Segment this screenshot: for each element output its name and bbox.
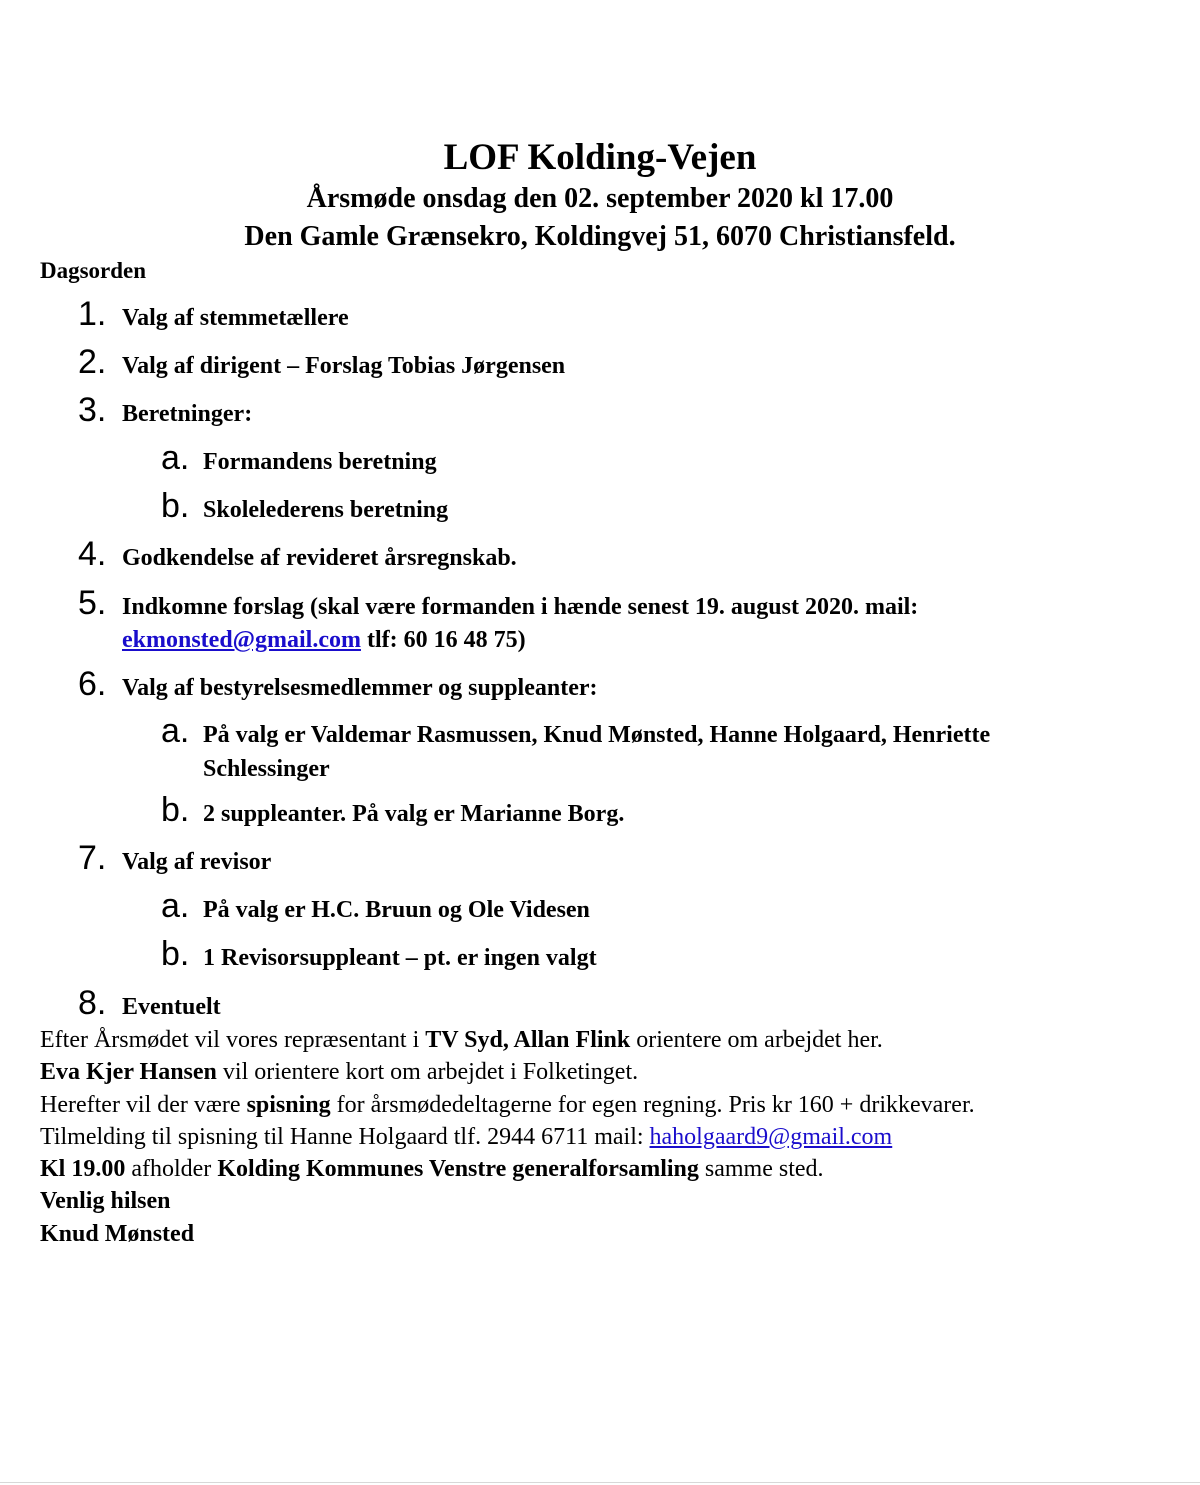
agenda-subitem-text: 1 Revisorsuppleant – pt. er ingen valgt	[203, 945, 597, 971]
note-text: samme sted.	[698, 1156, 824, 1183]
agenda-item-number: 6.	[78, 665, 107, 703]
agenda-item-number: 3.	[78, 391, 107, 429]
note-emphasis: Eva Kjer Hansen	[40, 1059, 217, 1086]
agenda-item-contact	[122, 623, 526, 657]
agenda-subitem-letter: b.	[161, 487, 190, 525]
chairman-email-link[interactable]: ekmonsted@gmail.com	[122, 627, 361, 653]
note-text: Tilmelding til spisning til Hanne Holgaard tlf. 2944 6711 mail:	[40, 1123, 650, 1150]
agenda-item-text: Valg af revisor	[122, 849, 272, 875]
closing-notes	[40, 1024, 1160, 1250]
note-emphasis: Kl 19.00	[40, 1156, 126, 1183]
agenda-subitem-text: 2 suppleanter. På valg er Marianne Borg.	[203, 801, 625, 827]
agenda-item-text: Valg af dirigent – Forslag Tobias Jørgensen	[122, 353, 566, 379]
agenda-item-text: Indkomne forslag (skal være formanden i hænde senest 19. august 2020. mail:	[122, 594, 919, 620]
meeting-location: Den Gamle Grænsekro, Koldingvej 51, 6070 Christiansfeld.	[244, 221, 956, 252]
note-emphasis: spisning	[246, 1091, 331, 1118]
note-text: vil orientere kort om arbejdet i Folketinget.	[216, 1059, 639, 1086]
agenda-subitem-text: Skolelederens beretning	[203, 497, 449, 523]
page-bottom-divider	[0, 1482, 1200, 1483]
registration-note	[40, 1121, 1160, 1153]
agenda-item-number: 1.	[78, 295, 107, 333]
tv-syd-note	[40, 1024, 1160, 1056]
closing-greeting: Venlig hilsen	[40, 1188, 171, 1215]
note-text: Efter Årsmødet vil vores repræsentant i	[40, 1027, 426, 1053]
agenda-subitem-letter: a.	[161, 439, 190, 477]
note-text: afholder	[125, 1156, 218, 1183]
registration-email-link[interactable]: haholgaard9@gmail.com	[649, 1123, 893, 1150]
agenda-item-number: 7.	[78, 839, 107, 877]
agenda-item-text: Beretninger:	[122, 401, 253, 427]
note-emphasis: TV Syd, Allan Flink	[425, 1027, 631, 1053]
agenda-heading: Dagsorden	[40, 258, 147, 283]
agenda-item-text: Valg af stemmetællere	[122, 305, 349, 331]
agenda-subitem-letter: a.	[161, 712, 190, 750]
note-text: for årsmødedeltagerne for egen regning. Pris kr 160 + drikkevarer.	[330, 1091, 975, 1118]
agenda-item-text: Valg af bestyrelsesmedlemmer og suppleanter:	[122, 675, 598, 701]
agenda-item-number: 5.	[78, 584, 107, 622]
folketinget-note	[40, 1056, 1160, 1088]
agenda-item-number: 2.	[78, 343, 107, 381]
agenda-subitem-continuation: Schlessinger	[203, 756, 330, 782]
agenda-item-text: Eventuelt	[122, 994, 221, 1020]
document-title: LOF Kolding-Vejen	[443, 137, 757, 178]
agenda-item-number: 4.	[78, 535, 107, 573]
agenda-subitem-text: Formandens beretning	[203, 449, 437, 475]
agenda-item-text: Godkendelse af revideret årsregnskab.	[122, 545, 517, 571]
agenda-subitem-letter: b.	[161, 935, 190, 973]
dinner-note	[40, 1089, 1160, 1121]
meeting-date: Årsmøde onsdag den 02. september 2020 kl 17.00	[306, 183, 894, 214]
agenda-subitem-letter: a.	[161, 887, 190, 925]
signature: Knud Mønsted	[40, 1220, 195, 1247]
note-emphasis: Kolding Kommunes Venstre generalforsamling	[217, 1156, 699, 1183]
agenda-subitem-text: På valg er Valdemar Rasmussen, Knud Mønsted, Hanne Holgaard, Henriette	[203, 722, 991, 748]
agenda-subitem-text: På valg er H.C. Bruun og Ole Videsen	[203, 897, 590, 923]
agenda-subitem-letter: b.	[161, 791, 190, 829]
note-text: Herefter vil der være	[40, 1091, 247, 1118]
note-text: orientere om arbejdet her.	[630, 1027, 883, 1053]
general-assembly-note	[40, 1153, 1160, 1185]
agenda-item-number: 8.	[78, 984, 107, 1022]
chairman-phone: tlf: 60 16 48 75)	[360, 627, 526, 653]
